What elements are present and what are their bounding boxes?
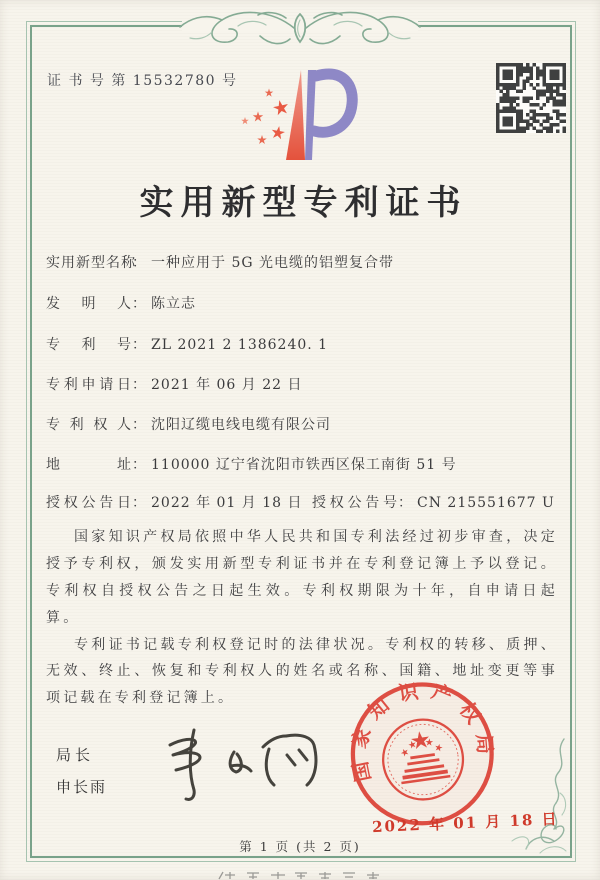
top-flourish-ornament <box>168 2 432 56</box>
paragraph-register-statement: 专利证书记载专利权登记时的法律状况。专利权的转移、质押、无效、终止、恢复和专利权人的姓名或名称、国籍、地址变更等事项记载在专利登记簿上。 <box>46 636 558 707</box>
field-row-inventor <box>46 293 196 313</box>
paragraph-grant-statement: 国家知识产权局依照中华人民共和国专利法经过初步审查，决定授予专利权，颁发实用新型专利证书并在专利登记簿上予以登记。专利权自授权公告之日起生效。专利权期限为十年，自申请日起算。 <box>46 529 558 626</box>
field-row-patentee <box>46 414 331 434</box>
page-footer: 第 1 页 (共 2 页) <box>239 839 361 854</box>
label-colon: ： <box>132 417 147 433</box>
field-row-address <box>46 454 457 474</box>
field-row-filing-date <box>46 374 303 394</box>
director-name: 申长雨 <box>56 778 108 796</box>
label-colon: ： <box>132 495 147 511</box>
field-value-address: 110000 辽宁省沈阳市铁西区保工南街 51 号 <box>151 457 457 473</box>
label-colon: ： <box>132 377 147 393</box>
field-label: 授 权 公 告 号 <box>312 495 398 511</box>
field-value-filing-date: 2021 年 06 月 22 日 <box>151 377 303 393</box>
field-row-grant-date <box>46 492 303 512</box>
field-value-inventor: 陈立志 <box>151 296 196 312</box>
logo-stars <box>241 89 290 145</box>
field-value-grant-number: CN 215551677 U <box>417 495 555 511</box>
field-value-patent-number: ZL 2021 2 1386240. 1 <box>151 337 329 353</box>
field-row-patent-number <box>46 334 328 354</box>
field-label: 发 明 人 <box>46 296 132 312</box>
certificate-number: 证 书 号 第 15532780 号 <box>47 73 238 89</box>
certificate-title: 实用新型专利证书 <box>139 183 468 223</box>
director-title: 局长 <box>56 746 95 764</box>
field-row-grant-number <box>312 492 555 512</box>
field-row-name <box>46 252 394 272</box>
label-colon: ： <box>132 296 147 312</box>
label-colon: ： <box>398 495 413 511</box>
clipped-text-fragment <box>213 869 398 880</box>
field-label: 地 址 <box>46 457 132 473</box>
field-label: 专 利 号 <box>46 337 132 353</box>
label-colon: ： <box>132 337 147 353</box>
seal-date: 2022 年 01 月 18 日 <box>371 809 559 837</box>
field-value-utility-model-name: 一种应用于 5G 光电缆的铝塑复合带 <box>151 255 394 271</box>
seal-ring-text: 国家知识产权局 <box>345 677 499 784</box>
field-label: 专 利 权 人 <box>46 417 132 433</box>
label-colon: ： <box>132 457 147 473</box>
field-label: 专 利 申 请 日 <box>46 377 132 393</box>
director-signature <box>150 720 328 808</box>
field-label: 实 用 新 型 名 称 <box>46 255 136 271</box>
field-value-grant-date: 2022 年 01 月 18 日 <box>151 495 303 511</box>
label-colon: ： <box>132 255 147 271</box>
cnipa-logo <box>232 60 378 168</box>
field-label: 授 权 公 告 日 <box>46 495 132 511</box>
qr-code <box>496 63 566 133</box>
field-value-patentee: 沈阳辽缆电线电缆有限公司 <box>151 417 331 433</box>
